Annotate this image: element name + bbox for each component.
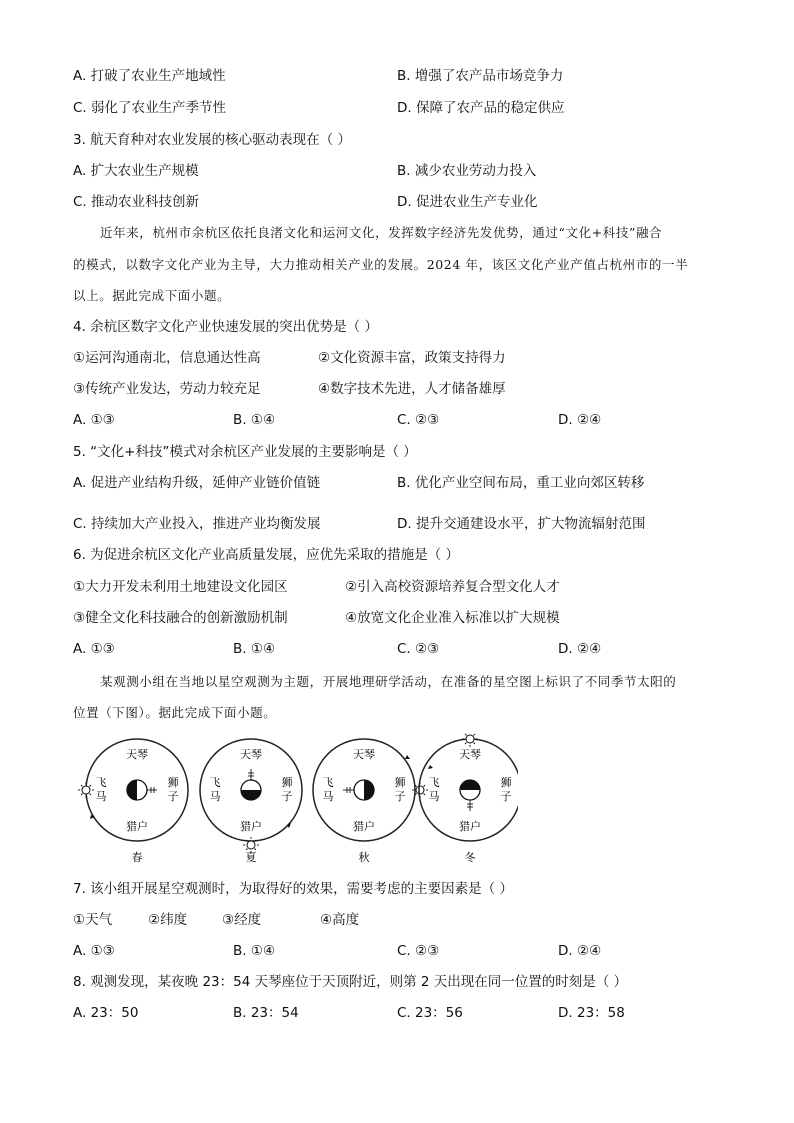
star-map-figure: [78, 733, 518, 868]
label-pegasus-1: 飞: [322, 776, 334, 789]
q6-statement-2: ②引入高校资源培养复合型文化人才: [345, 579, 560, 595]
q7-option-d: D. ②④: [558, 943, 602, 959]
q8-option-d: D. 23：58: [558, 1005, 625, 1021]
label-pegasus-2: 马: [95, 790, 107, 803]
label-lyra: 天琴: [353, 748, 375, 761]
q6-option-a: A. ①③: [73, 641, 115, 657]
q4-option-c: C. ②③: [397, 412, 440, 428]
q3-option-a: A. 扩大农业生产规模: [73, 163, 199, 179]
q4-option-d: D. ②④: [558, 412, 602, 428]
q7-option-c: C. ②③: [397, 943, 440, 959]
q3-option-d: D. 促进农业生产专业化: [397, 194, 538, 210]
label-leo-2: 子: [167, 790, 179, 803]
label-leo-2: 子: [281, 790, 293, 803]
passage2-line2: 位置（下图）。据此完成下面小题。: [73, 705, 277, 720]
q8-option-a: A. 23：50: [73, 1005, 139, 1021]
label-pegasus-2: 马: [322, 790, 334, 803]
q6-option-d: D. ②④: [558, 641, 602, 657]
q4-statement-1: ①运河沟通南北，信息通达性高: [73, 350, 261, 366]
season-label-autumn: 秋: [358, 851, 370, 864]
passage1-line2: 的模式，以数字文化产业为主导，大力推动相关产业的发展。2024 年，该区文化产业产值占杭州市的一半: [73, 257, 689, 272]
q5-option-b: B. 优化产业空间布局，重工业向郊区转移: [397, 475, 645, 491]
q4-option-a: A. ①③: [73, 412, 115, 428]
label-orion: 猎户: [459, 820, 481, 833]
label-leo-2: 子: [394, 790, 406, 803]
q2-option-a: A. 打破了农业生产地域性: [73, 68, 226, 84]
panel-autumn: [313, 739, 428, 864]
passage2-line1: 某观测小组在当地以星空观测为主题，开展地理研学活动，在准备的星空图上标识了不同季节太阳的: [100, 674, 677, 689]
panel-winter: [419, 734, 518, 864]
label-lyra: 天琴: [126, 748, 148, 761]
q8-option-c: C. 23：56: [397, 1005, 463, 1021]
label-pegasus-2: 马: [209, 790, 221, 803]
q7-factor-2: ②纬度: [148, 912, 188, 928]
q2-option-b: B. 增强了农产品市场竞争力: [397, 68, 564, 84]
passage1-line3: 以上。据此完成下面小题。: [73, 288, 231, 303]
q3-stem: 3. 航天育种对农业发展的核心驱动表现在（ ）: [73, 132, 351, 148]
q5-option-a: A. 促进产业结构升级，延伸产业链价值链: [73, 475, 321, 491]
q6-statement-4: ④放宽文化企业准入标准以扩大规模: [345, 610, 560, 626]
q6-statement-3: ③健全文化科技融合的创新激励机制: [73, 610, 288, 626]
q6-option-c: C. ②③: [397, 641, 440, 657]
q4-statement-2: ②文化资源丰富，政策支持得力: [318, 350, 506, 366]
q6-option-b: B. ①④: [233, 641, 276, 657]
season-label-spring: 春: [131, 851, 143, 864]
q7-factor-4: ④高度: [320, 912, 360, 928]
q7-factor-1: ①天气: [73, 912, 113, 928]
q4-option-b: B. ①④: [233, 412, 276, 428]
season-label-winter: 冬: [464, 851, 476, 864]
orbit-arrow: [405, 755, 410, 759]
earth-night-side: [364, 780, 374, 800]
q8-option-b: B. 23：54: [233, 1005, 299, 1021]
label-leo-1: 狮: [500, 776, 512, 789]
panel-spring: [78, 739, 188, 864]
q7-stem: 7. 该小组开展星空观测时，为取得好的效果，需要考虑的主要因素是（ ）: [73, 881, 513, 897]
q7-option-a: A. ①③: [73, 943, 115, 959]
arrow-icon: [147, 787, 157, 793]
label-leo-1: 狮: [394, 776, 406, 789]
q3-option-b: B. 减少农业劳动力投入: [397, 163, 537, 179]
season-label-summer: 夏: [245, 851, 257, 864]
q6-statement-1: ①大力开发未利用土地建设文化园区: [73, 579, 288, 595]
q3-option-c: C. 推动农业科技创新: [73, 194, 200, 210]
q5-option-c: C. 持续加大产业投入，推进产业均衡发展: [73, 516, 321, 532]
q5-stem: 5. “文化+科技”模式对余杭区产业发展的主要影响是（ ）: [73, 444, 417, 460]
arrow-icon: [467, 800, 473, 811]
label-lyra: 天琴: [240, 748, 262, 761]
q4-stem: 4. 余杭区数字文化产业快速发展的突出优势是（ ）: [73, 319, 378, 335]
earth-night-side: [127, 780, 137, 800]
earth-night-side: [241, 790, 261, 800]
orbit-arrow: [428, 765, 433, 769]
label-leo-2: 子: [500, 790, 512, 803]
arrow-icon: [343, 787, 354, 793]
q4-statement-4: ④数字技术先进，人才储备雄厚: [318, 381, 506, 397]
q7-factor-3: ③经度: [222, 912, 262, 928]
arrow-icon: [248, 769, 254, 780]
label-pegasus-1: 飞: [95, 776, 107, 789]
label-lyra: 天琴: [459, 748, 481, 761]
label-orion: 猎户: [353, 820, 375, 833]
label-orion: 猎户: [126, 820, 148, 833]
earth-night-side: [460, 780, 480, 790]
passage1-line1: 近年来，杭州市余杭区依托良渚文化和运河文化，发挥数字经济先发优势，通过“文化+科技”融合: [100, 225, 663, 240]
sun-icon: [462, 734, 478, 747]
label-pegasus-2: 马: [428, 790, 440, 803]
q2-option-c: C. 弱化了农业生产季节性: [73, 100, 227, 116]
label-orion: 猎户: [240, 820, 262, 833]
panel-summer: [200, 739, 302, 864]
q2-option-d: D. 保障了农产品的稳定供应: [397, 100, 565, 116]
label-pegasus-1: 飞: [428, 776, 440, 789]
q5-option-d: D. 提升交通建设水平，扩大物流辐射范围: [397, 516, 646, 532]
q8-stem: 8. 观测发现，某夜晚 23：54 天琴座位于天顶附近，则第 2 天出现在同一位置的时刻是（ ）: [73, 974, 628, 990]
label-leo-1: 狮: [281, 776, 293, 789]
q4-statement-3: ③传统产业发达，劳动力较充足: [73, 381, 261, 397]
q7-option-b: B. ①④: [233, 943, 276, 959]
q6-stem: 6. 为促进余杭区文化产业高质量发展，应优先采取的措施是（ ）: [73, 547, 459, 563]
label-leo-1: 狮: [167, 776, 179, 789]
label-pegasus-1: 飞: [209, 776, 221, 789]
